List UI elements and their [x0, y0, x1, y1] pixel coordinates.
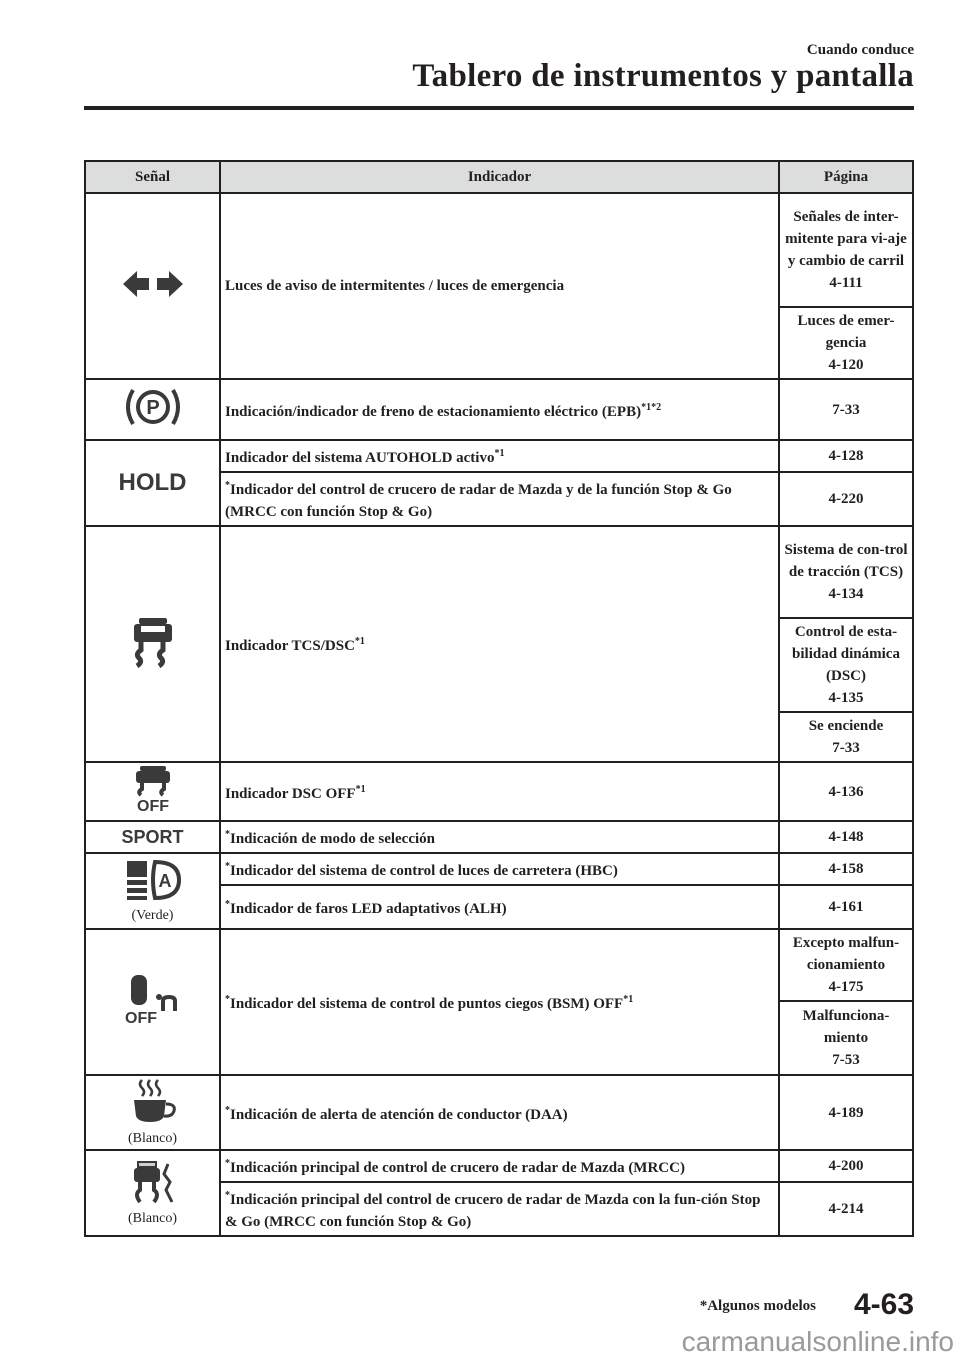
col-header-page: Página	[779, 161, 913, 193]
watermark: carmanualsonline.info	[681, 1326, 954, 1357]
page-cell	[779, 821, 913, 853]
signal-cell	[85, 853, 220, 929]
table-row	[85, 853, 913, 885]
svg-text:A: A	[158, 870, 171, 891]
table-row	[85, 1075, 913, 1150]
page-cell: Excepto malfun-cionamiento 4-175	[779, 929, 913, 1001]
icon-color-label: (Blanco)	[128, 1210, 177, 1226]
page-link[interactable]: 4-175	[828, 979, 864, 995]
page-title: Tablero de instrumentos y pantalla	[412, 58, 914, 94]
section-title: Cuando conduce	[806, 42, 914, 58]
page-link[interactable]: 4-120	[828, 357, 864, 373]
indicator-cell: *Indicación principal del control de crucero de radar de Mazda con la fun-ción Stop & Go (MRCC con función Stop & Go)	[220, 1182, 779, 1236]
page-cell	[779, 885, 913, 929]
indicator-table	[84, 160, 914, 1237]
svg-text:OFF: OFF	[136, 798, 169, 813]
page-link[interactable]: 4-148	[828, 829, 864, 845]
svg-text:P: P	[145, 397, 160, 419]
signal-cell	[85, 929, 220, 1075]
footnote: *Algunos modelos	[699, 1298, 816, 1314]
dsc-off-icon	[128, 765, 178, 813]
page-link[interactable]: 4-134	[828, 586, 864, 602]
indicator-cell: Indicador del sistema AUTOHOLD activo$^{*1}$	[220, 440, 779, 472]
signal-cell	[85, 1150, 220, 1236]
indicator-cell: Indicador DSC OFF$^{*1}$	[220, 762, 779, 821]
page-cell	[779, 440, 913, 472]
page-cell	[779, 1075, 913, 1150]
high-beam-auto-icon	[125, 859, 181, 901]
signal-cell	[85, 526, 220, 762]
tcs-dsc-skid-car-icon	[131, 616, 175, 668]
signal-cell	[85, 1075, 220, 1150]
page-link[interactable]: 4-135	[828, 690, 864, 706]
page-cell: Control de esta-bilidad dinámica (DSC) 4-135	[779, 618, 913, 712]
indicator-cell: *Indicación de modo de selección	[220, 821, 779, 853]
page-number: 4-63	[853, 1288, 914, 1321]
signal-cell	[85, 193, 220, 379]
signal-cell	[85, 762, 220, 821]
page-cell: Sistema de con-trol de tracción (TCS) 4-134	[779, 526, 913, 618]
page-link[interactable]: 4-158	[828, 861, 864, 877]
col-header-signal: Señal	[85, 161, 220, 193]
table-row	[85, 929, 913, 1001]
indicator-cell: *Indicador del sistema de control de puntos ciegos (BSM) OFF$^{*1}$	[220, 929, 779, 1075]
page-link[interactable]: 4-220	[828, 491, 864, 507]
signal-cell	[85, 821, 220, 853]
indicator-cell: *Indicación de alerta de atención de conductor (DAA)	[220, 1075, 779, 1150]
page-link[interactable]: 4-189	[828, 1104, 864, 1121]
page-cell	[779, 379, 913, 440]
table-row	[85, 379, 913, 440]
page-link[interactable]: 4-136	[828, 783, 864, 800]
indicator-cell: Indicador TCS/DSC$^{*1}$	[220, 526, 779, 762]
icon-color-label: (Verde)	[131, 907, 174, 923]
mrcc-car-icon	[128, 1160, 178, 1204]
indicator-cell: Indicación/indicador de freno de estacionamiento eléctrico (EPB)$^{*1*2}$	[220, 379, 779, 440]
indicator-cell: *Indicador de faros LED adaptativos (ALH)	[220, 885, 779, 929]
page-link[interactable]: 4-200	[828, 1158, 864, 1174]
svg-text:OFF: OFF	[124, 1009, 157, 1027]
table-row	[85, 193, 913, 307]
coffee-cup-icon	[128, 1078, 178, 1124]
page-cell	[779, 853, 913, 885]
page-cell: Luces de emer-gencia 4-120	[779, 307, 913, 379]
table-row	[85, 762, 913, 821]
col-header-indicator: Indicador	[220, 161, 779, 193]
sport-text-icon: SPORT	[121, 826, 184, 847]
signal-cell	[85, 440, 220, 526]
page-cell	[779, 472, 913, 526]
page-link[interactable]: 4-214	[828, 1201, 864, 1217]
page-cell	[779, 1182, 913, 1236]
indicator-cell: *Indicador del control de crucero de radar de Mazda y de la función Stop & Go (MRCC con función Stop & Go)	[220, 472, 779, 526]
page-cell	[779, 1150, 913, 1182]
signal-cell	[85, 379, 220, 440]
table-row	[85, 821, 913, 853]
page-cell: Malfunciona-miento 7-53	[779, 1001, 913, 1075]
page-cell	[779, 762, 913, 821]
table-row	[85, 440, 913, 472]
bsm-off-icon	[125, 973, 181, 1027]
table-row	[85, 1150, 913, 1182]
hold-text-icon: HOLD	[118, 469, 187, 496]
page-cell: Señales de inter-mitente para vi-aje y cambio de carril 4-111	[779, 193, 913, 307]
page-link[interactable]: 4-128	[828, 448, 864, 464]
turn-signal-arrows-icon	[121, 268, 185, 300]
header-rule	[84, 106, 914, 110]
parking-brake-p-icon	[121, 382, 185, 432]
indicator-cell: *Indicación principal de control de crucero de radar de Mazda (MRCC)	[220, 1150, 779, 1182]
page-link[interactable]: 7-33	[832, 740, 860, 756]
table-row	[85, 526, 913, 618]
page-cell: Se enciende 7-33	[779, 712, 913, 762]
indicator-cell: Luces de aviso de intermitentes / luces de emergencia	[220, 193, 779, 379]
page-link[interactable]: 4-111	[829, 275, 863, 291]
page-link[interactable]: 4-161	[828, 899, 864, 915]
page-link[interactable]: 7-53	[832, 1052, 860, 1068]
page-link[interactable]: 7-33	[832, 401, 860, 418]
icon-color-label: (Blanco)	[128, 1131, 177, 1146]
table-header-row	[85, 161, 913, 193]
indicator-cell: *Indicador del sistema de control de luces de carretera (HBC)	[220, 853, 779, 885]
